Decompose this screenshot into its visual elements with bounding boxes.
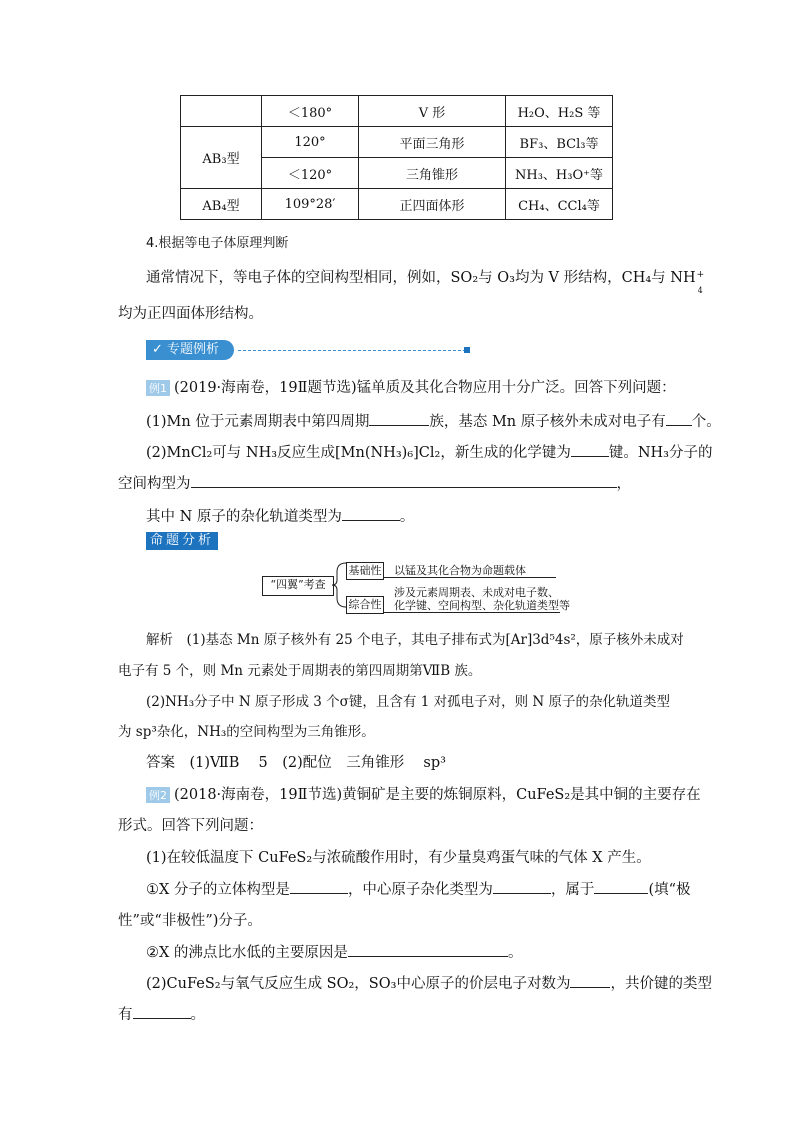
paragraph-text: 通常情况下，等电子体的空间构型相同，例如，SO₂与 O₃均为 V 形结构，CH₄与 NH — [146, 270, 696, 286]
analysis-text: (2)NH₃分子中 N 原子形成 3 个σ键，且含有 1 对孤电子对，则 N 原子的杂化轨道类型 — [146, 694, 670, 710]
table-row — [181, 96, 613, 127]
question-text: ②X 的沸点比水低的主要原因是 — [146, 945, 348, 961]
question-text: (填“极 — [648, 882, 691, 898]
question-line — [118, 1003, 205, 1024]
table-cell: 平面三角形 — [359, 127, 506, 158]
question-line: 性”或“非极性”)分子。 — [118, 913, 262, 929]
answer-blank[interactable] — [570, 975, 610, 988]
example-intro — [146, 376, 676, 397]
banner-label: 专题例析 — [167, 342, 220, 357]
answer-blank[interactable] — [666, 413, 692, 426]
answer-blank[interactable] — [191, 475, 617, 488]
table-cell: AB₄型 — [181, 189, 262, 220]
analysis-text: 解析 (1)基态 Mn 原子核外有 25 个电子，其电子排布式为[Ar]3d⁵4s²，原子核外未成对 — [146, 632, 684, 648]
question-text: (1)Mn 位于元素周期表中第四周期 — [146, 414, 370, 430]
question-text: 有 — [118, 1007, 133, 1023]
table-cell: NH₃、H₃O⁺等 — [506, 158, 613, 189]
diagram-center: “四翼”考查 — [262, 576, 334, 596]
answer-blank[interactable] — [133, 1006, 191, 1019]
section-title: 4.根据等电子体原理判断 — [146, 236, 289, 251]
table-cell: V 形 — [359, 96, 506, 127]
table-cell: ＜120° — [262, 158, 359, 189]
table-cell: ＜180° — [262, 96, 359, 127]
answer-blank[interactable] — [369, 413, 429, 426]
answer-blank[interactable] — [348, 944, 508, 957]
example-text: (2019·海南卷，19Ⅱ题节选)锰单质及其化合物应用十分广泛。回答下列问题： — [174, 380, 676, 396]
question-text: 。 — [399, 509, 415, 525]
question-line — [146, 410, 721, 431]
diagram-line — [384, 612, 560, 613]
subscript: 4 — [697, 286, 703, 295]
diagram-text: 化学键、空间构型、杂化轨道类型等 — [394, 599, 570, 612]
question-text: ，共价键的类型 — [610, 976, 712, 992]
question-line — [146, 505, 414, 526]
example-tag: 例1 — [146, 380, 170, 396]
answer-blank[interactable] — [594, 881, 648, 894]
table-row — [181, 127, 613, 158]
superscript: + — [696, 270, 705, 280]
diagram-line — [384, 577, 556, 578]
square-icon — [464, 347, 470, 353]
analysis-text: 电子有 5 个，则 Mn 元素处于周期表的第四周期第ⅦB 族。 — [118, 663, 482, 679]
question-line — [118, 472, 631, 493]
analysis-text: 为 sp³杂化，NH₃的空间构型为三角锥形。 — [118, 724, 375, 740]
question-line — [146, 972, 712, 993]
answer-blank[interactable] — [342, 508, 400, 521]
question-text: 空间构型为 — [118, 476, 191, 492]
table-cell: CH₄、CCl₄等 — [506, 189, 613, 220]
diagram-box: 综合性 — [346, 596, 384, 614]
table-row — [181, 189, 613, 220]
table-cell: H₂O、H₂S 等 — [506, 96, 613, 127]
question-text: (2)CuFeS₂与氧气反应生成 SO₂，SO₃中心原子的价层电子对数为 — [146, 976, 571, 992]
diagram-box: 基础性 — [346, 562, 384, 580]
paragraph — [146, 266, 705, 295]
check-icon: ✓ — [152, 342, 163, 357]
divider — [238, 350, 466, 351]
table-cell: 109°28′ — [262, 189, 359, 220]
answer-text: 答案 (1)ⅦB 5 (2)配位 三角锥形 sp³ — [146, 755, 446, 771]
question-text: ， — [616, 476, 631, 492]
question-line: (1)在较低温度下 CuFeS₂与浓硫酸作用时，有少量臭鸡蛋气味的气体 X 产生。 — [146, 850, 651, 866]
question-text: 键。NH₃分子的 — [608, 445, 713, 461]
table-cell — [181, 96, 262, 127]
question-text: 。 — [507, 945, 523, 961]
question-text: ，中心原子杂化类型为 — [347, 882, 493, 898]
table-cell: BF₃、BCl₃等 — [506, 127, 613, 158]
example-text: (2018·海南卷，19Ⅱ节选)黄铜矿是主要的炼铜原料，CuFeS₂是其中铜的主要存在 — [174, 787, 701, 803]
analysis-banner: 命题分析 — [146, 532, 218, 550]
answer-blank[interactable] — [571, 444, 609, 457]
question-text: (2)MnCl₂可与 NH₃反应生成[Mn(NH₃)₆]Cl₂，新生成的化学键为 — [146, 445, 571, 461]
question-text: 。 — [190, 1007, 205, 1023]
example-tag: 例2 — [146, 787, 170, 803]
question-line — [146, 941, 522, 962]
paragraph: 均为正四面体形结构。 — [118, 306, 263, 322]
question-text: 其中 N 原子的杂化轨道类型为 — [146, 509, 342, 525]
question-line — [146, 441, 713, 462]
section-banner — [146, 340, 234, 360]
geometry-table — [180, 95, 613, 220]
table-cell: AB₃型 — [181, 127, 262, 189]
question-text: 个。 — [691, 414, 721, 430]
table-cell: 正四面体形 — [359, 189, 506, 220]
paragraph: 形式。回答下列问题： — [118, 818, 263, 834]
diagram-text: 涉及元素周期表、未成对电子数、 — [394, 586, 559, 599]
question-text: ，属于 — [550, 882, 595, 898]
diagram-text: 以锰及其化合物为命题载体 — [394, 564, 526, 577]
table-cell: 三角锥形 — [359, 158, 506, 189]
question-text: ①X 分子的立体构型是 — [146, 882, 290, 898]
answer-blank[interactable] — [493, 881, 551, 894]
example-intro — [146, 783, 701, 804]
question-line — [146, 878, 691, 899]
question-text: 族，基态 Mn 原子核外未成对电子有 — [429, 414, 666, 430]
table-cell: 120° — [262, 127, 359, 158]
answer-blank[interactable] — [290, 881, 348, 894]
